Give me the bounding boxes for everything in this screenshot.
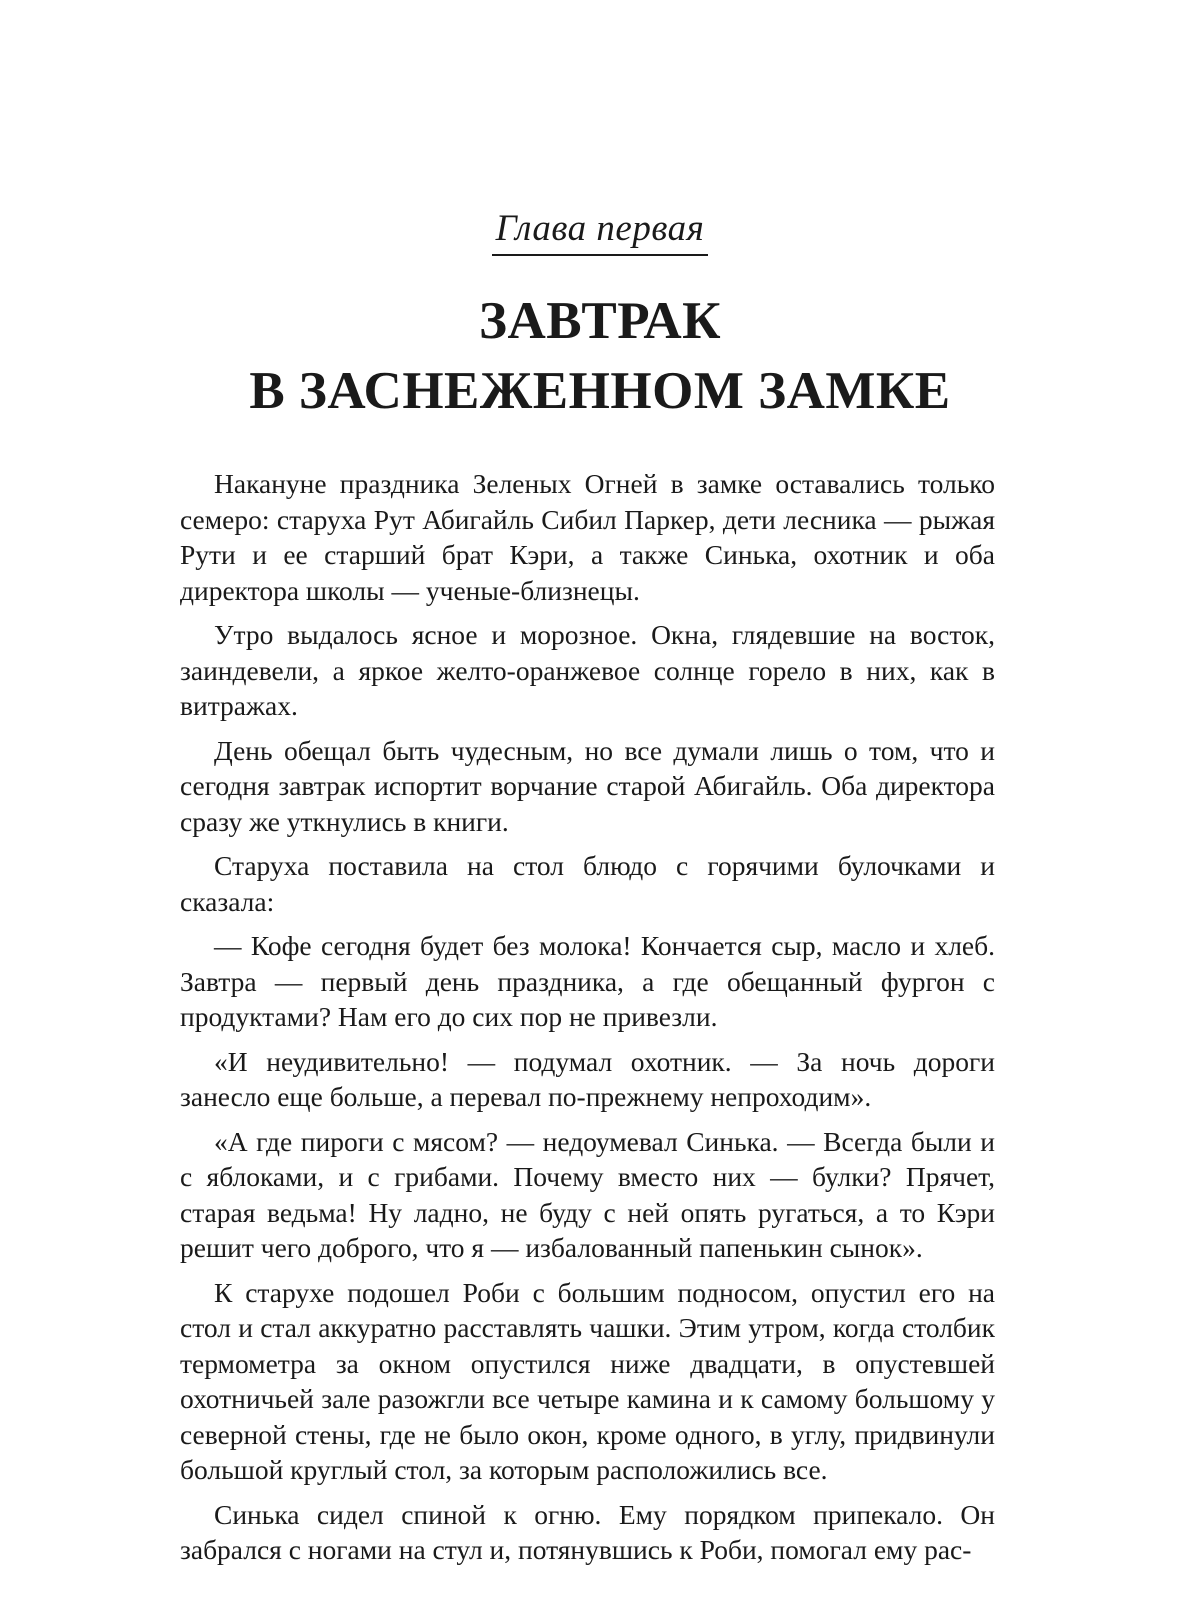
paragraph-9: Синька сидел спиной к огню. Ему порядком припекало. Он забрался с ногами на стул и, потянувшись к Роби, помогал ему рас- bbox=[180, 1498, 995, 1565]
paragraph-6: «И неудивительно! — подумал охотник. — За ночь дороги занесло еще больше, а перевал по-прежнему непроходим». bbox=[180, 1045, 995, 1112]
chapter-title-line-2: В ЗАСНЕЖЕННОМ ЗАМКЕ bbox=[249, 362, 951, 420]
paragraph-7: «А где пироги с мясом? — недоумевал Синька. — Всегда были и с яблоками, и с грибами. Почему вместо них — булки? Прячет, старая ведьма! Ну ладно, не буду с ней опять ругаться, а то Кэри решит чего доброго, что я — избалованный папенькин сынок». bbox=[180, 1125, 995, 1263]
paragraph-1: Накануне праздника Зеленых Огней в замке оставались только семеро: старуха Рут Абигайль Сибил Паркер, дети лесника — рыжая Рути и ее старший брат Кэри, а также Синька, охотник и оба директора школы — ученые-близнецы. bbox=[180, 468, 995, 606]
paragraph-3: День обещал быть чудесным, но все думали лишь о том, что и сегодня завтрак испортит ворчание старой Абигайль. Оба директора сразу же уткнулись в книги. bbox=[180, 734, 995, 837]
chapter-body bbox=[180, 466, 995, 1577]
chapter-title-line-1: ЗАВТРАК bbox=[478, 292, 722, 350]
paragraph-5: — Кофе сегодня будет без молока! Кончается сыр, масло и хлеб. Завтра — первый день праздника, а где обещанный фургон с продуктами? Нам его до сих пор не привезли. bbox=[180, 930, 995, 1032]
paragraph-4: Старуха поставила на стол блюдо с горячими булочками и сказала: bbox=[180, 850, 995, 917]
chapter-label-container bbox=[0, 206, 1200, 256]
chapter-title bbox=[0, 286, 1200, 426]
chapter-label: Глава первая bbox=[492, 206, 709, 256]
paragraph-2: Утро выдалось ясное и морозное. Окна, глядевшие на восток, заиндевели, а яркое желто-оранжевое солнце горело в них, как в витражах. bbox=[180, 619, 995, 721]
paragraph-8: К старухе подошел Роби с большим подносом, опустил его на стол и стал аккуратно расставлять чашки. Этим утром, когда столбик термометра за окном опустился ниже двадцати, в опустевшей охотничьей зале разожгли все четыре камина и к самому большому у северной стены, где не было окон, кроме одного, в углу, придвинули большой круглый стол, за которым расположились все. bbox=[180, 1276, 995, 1485]
